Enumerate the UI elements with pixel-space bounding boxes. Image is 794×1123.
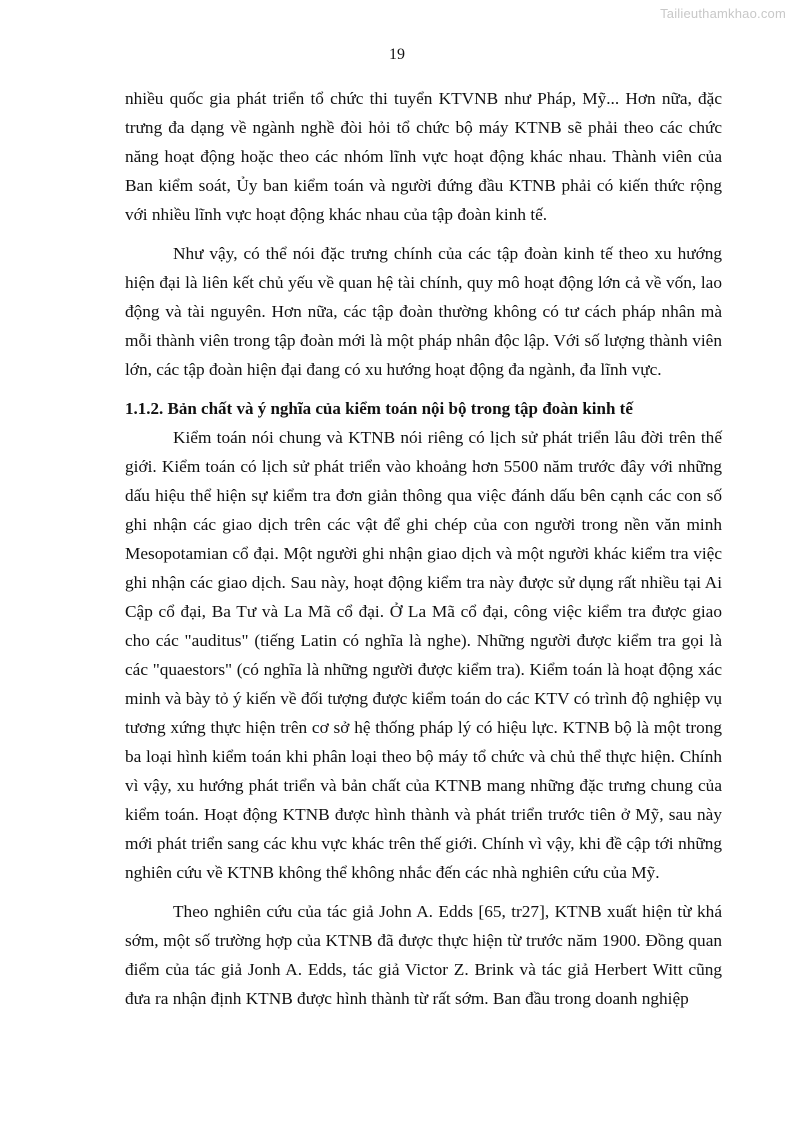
paragraph-3: Kiểm toán nói chung và KTNB nói riêng có lịch sử phát triển lâu đời trên thế giới. Kiểm toán có lịch sử phát triển vào khoảng hơn 5500 năm trước đây với những dấu hiệu thể hiện sự kiểm tra đơn giản thông qua việc đánh dấu bên cạnh các con số ghi nhận các giao dịch trên các vật để ghi chép của con người trong nền văn minh Mesopotamian cổ đại. Một người ghi nhận giao dịch và một người khác kiểm tra việc ghi nhận các giao dịch. Sau này, hoạt động kiểm tra này được sử dụng rất nhiều tại Ai Cập cổ đại, Ba Tư và La Mã cổ đại. Ở La Mã cổ đại, công việc kiểm tra được giao cho các "auditus" (tiếng Latin có nghĩa là nghe). Những người được kiểm tra gọi là các "quaestors" (có nghĩa là những người được kiểm tra). Kiểm toán là hoạt động xác minh và bày tỏ ý kiến về đối tượng được kiểm toán do các KTV có trình độ nghiệp vụ tương xứng thực hiện trên cơ sở hệ thống pháp lý có hiệu lực. KTNB bộ là một trong ba loại hình kiểm toán khi phân loại theo bộ máy tổ chức và chủ thể thực hiện. Chính vì vậy, xu hướng phát triển và bản chất của KTNB mang những đặc trưng chung của kiểm toán. Hoạt động KTNB được hình thành và phát triển trước tiên ở Mỹ, sau này mới phát triển sang các khu vực khác trên thế giới. Chính vì vậy, khi đề cập tới những nghiên cứu về KTNB không thể không nhắc đến các nhà nghiên cứu của Mỹ. <box>125 428 722 882</box>
watermark: Tailieuthamkhao.com <box>660 6 786 21</box>
paragraph-4: Theo nghiên cứu của tác giả John A. Edds [65, tr27], KTNB xuất hiện từ khá sớm, một số trường hợp của KTNB đã được thực hiện từ trước năm 1900. Đồng quan điểm của tác giả Jonh A. Edds, tác giả Victor Z. Brink và tác giả Herbert Witt cũng đưa ra nhận định KTNB được hình thành từ rất sớm. Ban đầu trong doanh nghiệp <box>125 902 722 1008</box>
document-body <box>125 84 722 1013</box>
paragraph-2: Như vậy, có thể nói đặc trưng chính của các tập đoàn kinh tế theo xu hướng hiện đại là liên kết chủ yếu về quan hệ tài chính, quy mô hoạt động lớn cả về vốn, lao động và tài nguyên. Hơn nữa, các tập đoàn thường không có tư cách pháp nhân mà mỗi thành viên trong tập đoàn mới là một pháp nhân độc lập. Với số lượng thành viên lớn, các tập đoàn hiện đại đang có xu hướng hoạt động đa ngành, đa lĩnh vực. <box>125 244 722 379</box>
page-number: 19 <box>389 46 405 63</box>
section-heading: 1.1.2. Bản chất và ý nghĩa của kiểm toán nội bộ trong tập đoàn kinh tế <box>125 399 633 418</box>
paragraph-1: nhiều quốc gia phát triển tổ chức thi tuyển KTVNB như Pháp, Mỹ... Hơn nữa, đặc trưng đa dạng về ngành nghề đòi hỏi tổ chức bộ máy KTNB sẽ phải theo các chức năng hoạt động hoặc theo các nhóm lĩnh vực hoạt động khác nhau. Thành viên của Ban kiểm soát, Ủy ban kiểm toán và người đứng đầu KTNB phải có kiến thức rộng với nhiều lĩnh vực hoạt động khác nhau của tập đoàn kinh tế. <box>125 89 722 224</box>
